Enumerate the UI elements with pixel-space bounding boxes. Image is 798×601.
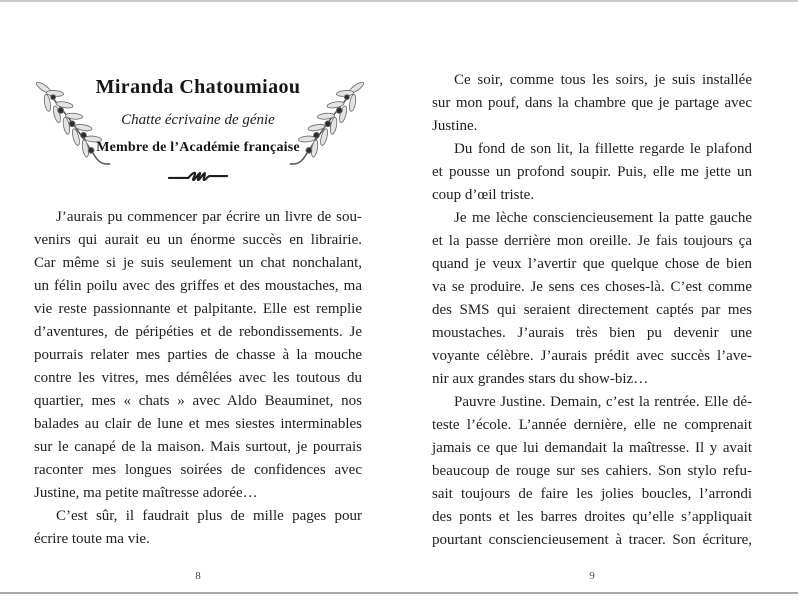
right-page (432, 0, 752, 592)
text-line: contre les vitres, mes démêlées avec les toutous du (34, 370, 362, 386)
text-line: coup d’œil triste. (432, 187, 535, 203)
page-number-right: 9 (589, 570, 595, 582)
text-line: voyante célèbre. J’aurais prédit avec succès l’ave- (432, 348, 752, 364)
left-page-body (34, 206, 362, 551)
text-line: Justine, ma petite maîtresse adorée… (34, 485, 258, 501)
text-line: teste l’école. L’année dernière, elle ne comprenait (432, 417, 752, 433)
author-name: Miranda Chatoumiaou (95, 76, 301, 98)
text-line: venirs qui aurait eu un énorme succès en librairie. (34, 232, 362, 248)
text-line: et pousse un profond soupir. Puis, elle me jette un (432, 164, 752, 180)
text-line: vie reste passionnante et palpitante. Elle est remplie (34, 301, 362, 317)
text-line: beaucoup de rouge sur ses cahiers. Son stylo refu- (432, 463, 752, 479)
text-line: jamais ce que lui demandait la maîtresse. Il y avait (432, 440, 752, 456)
text-line: quartier, mes « chats » avec Aldo Beauminet, nos (34, 393, 362, 409)
bottom-window-margin (0, 594, 798, 601)
text-line: Pauvre Justine. Demain, c’est la rentrée. Elle dé- (454, 394, 752, 410)
text-line: raconter mes longues soirées de confidences avec (34, 462, 362, 478)
left-page (34, 0, 362, 592)
text-line: moustaches. J’aurais très bien pu devenir une (432, 325, 752, 341)
text-line: des SMS qui seraient directement captés par mes (432, 302, 752, 318)
text-line: Justine. (432, 118, 478, 134)
text-line: balades au clair de lune et mes siestes interminables (34, 416, 362, 432)
text-line: quand je veux l’avertir que quelque chose de bien (432, 256, 752, 272)
text-line: sur le canapé de la maison. Mais surtout, je pourrais (34, 439, 362, 455)
text-line: nir aux grandes stars du show-biz… (432, 371, 649, 387)
text-line: écrire toute ma vie. (34, 531, 150, 547)
text-line: et la passe derrière mon oreille. Je fais toujours ça (432, 233, 752, 249)
author-affiliation: Membre de l’Académie française (96, 140, 300, 155)
text-line: Je me lèche consciencieusement la patte gauche (454, 210, 752, 226)
text-line: un félin poilu avec des griffes et des moustaches, ma (34, 278, 362, 294)
text-line: Ce soir, comme tous les soirs, je suis installée (454, 72, 752, 88)
author-role: Chatte écrivaine de génie (121, 112, 275, 128)
squiggle-divider-icon (167, 167, 229, 187)
text-line: J’aurais pu commencer par écrire un livre de sou- (56, 209, 362, 225)
text-line: Car même si je suis seulement un chat nonchalant, (34, 255, 362, 271)
right-page-body (432, 69, 752, 552)
text-line: des ponts et les barres droites qu’elle s’appliquait (432, 509, 752, 525)
section-divider (34, 167, 362, 192)
text-line: d’aventures, de péripéties et de rebondissements. Je (34, 324, 362, 340)
text-line: pourrais relater mes parties de chasse à la mouche (34, 347, 362, 363)
text-line: pourtant consciencieusement à tracer. Son écriture, (432, 532, 752, 548)
text-line: va se produire. Je sens ces choses-là. C’est comme (432, 279, 752, 295)
page-number-left: 8 (195, 570, 201, 582)
text-line: sait toujours de faire les jolies boucles, l’arrondi (432, 486, 752, 502)
text-line: Du fond de son lit, la fillette regarde le plafond (454, 141, 752, 157)
text-line: sur mon pouf, dans la chambre que je partage avec (432, 95, 752, 111)
text-line: C’est sûr, il faudrait plus de mille pages pour (56, 508, 362, 524)
